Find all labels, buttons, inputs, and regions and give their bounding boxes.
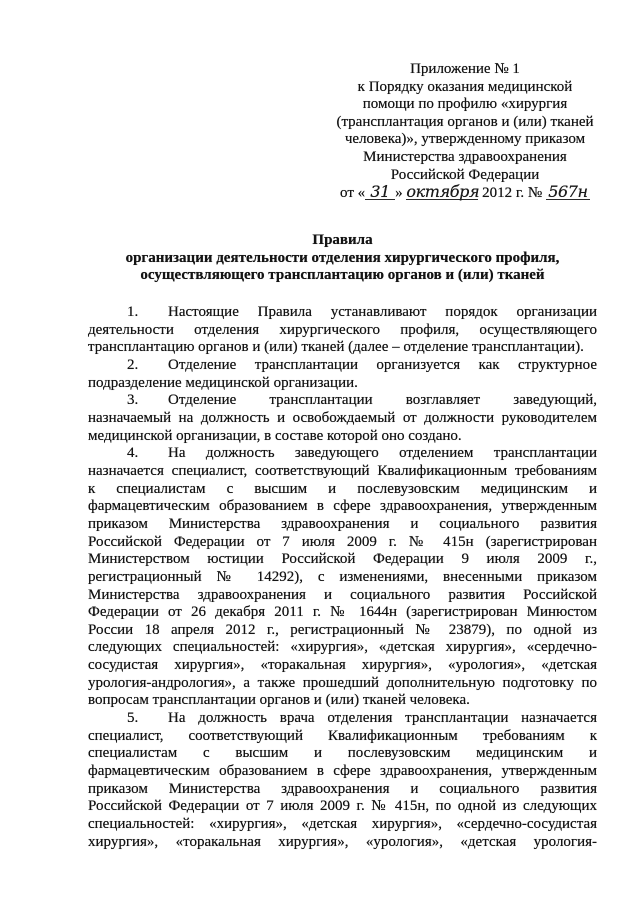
paragraph-line: регистрационный № 14292), с изменениями, внесенными приказом (88, 568, 597, 585)
header-line: к Порядку оказания медицинской (357, 78, 573, 95)
paragraph-line: медицинской организации, в составе которой оно создано. (88, 427, 462, 444)
rules-body (88, 304, 597, 851)
paragraph-4 (88, 445, 597, 710)
year-number-label: 2012 г. № (482, 185, 543, 202)
paragraph-number: 5. (127, 710, 139, 727)
paragraph-line: фармацевтическим образованием в сфере здравоохранения, утвержденным (88, 763, 597, 780)
header-line: Российской Федерации (390, 166, 540, 183)
paragraph-line (88, 392, 597, 410)
paragraph-line: России 18 апреля 2012 г., регистрационный № 23879), по одной из (88, 621, 597, 638)
paragraph-line: трансплантацию органов и (или) тканей (далее – отделение трансплантации). (88, 339, 584, 356)
title-line: организации деятельности отделения хирургического профиля, (125, 249, 560, 266)
paragraph-line (88, 304, 597, 322)
paragraph-number: 1. (127, 304, 139, 320)
paragraph-3 (88, 392, 597, 445)
handwritten-day: 31 (365, 184, 395, 200)
header-line: (трансплантация органов и (или) тканей (336, 113, 594, 130)
paragraph-1 (88, 304, 597, 357)
paragraph-line: приказом Министерства здравоохранения и социального развития (88, 780, 597, 797)
paragraph-number: 3. (127, 392, 139, 409)
paragraph-line-text: Отделение трансплантации организуется как структурное (168, 356, 597, 373)
paragraph-line: Федерации от 26 декабря 2011 г. № 1644н (зарегистрирован Минюстом (88, 604, 597, 621)
paragraph-line: фармацевтическим образованием в сфере здравоохранения, утвержденным (88, 498, 597, 515)
paragraph-line: специалист, соответствующий Квалификационным требованиям к (88, 727, 597, 744)
date-line (315, 184, 615, 202)
rules-title (88, 232, 597, 285)
handwritten-month: октября (406, 182, 480, 202)
paragraph-line: приказом Министерства здравоохранения и социального развития (88, 515, 597, 532)
paragraph-line (88, 710, 597, 728)
paragraph-5 (88, 710, 597, 851)
paragraph-line: хирургия», «торакальная хирургия», «урология», «детская урология- (88, 833, 597, 850)
paragraph-number: 2. (127, 356, 139, 373)
paragraph-line-text: Отделение трансплантации возглавляет заведующий, (168, 392, 597, 409)
date-quote-close: » (395, 185, 403, 202)
paragraph-line-text: На должность врача отделения трансплантации назначается (168, 710, 597, 727)
header-line: помощи по профилю «хирургия (362, 96, 568, 113)
paragraph-line: специалистам с высшим и послевузовским медицинским и (88, 745, 597, 762)
paragraph-line: назначаемый на должность и освобождаемый от должности руководителем (88, 409, 597, 426)
date-prefix: от « (340, 185, 366, 202)
appendix-header (315, 61, 615, 202)
paragraph-2 (88, 357, 597, 392)
title-line: осуществляющего трансплантацию органов и (или) тканей (140, 267, 545, 284)
header-line: человека)», утвержденному приказом (344, 131, 586, 148)
paragraph-line: Министерством юстиции Российской Федерации 9 июля 2009 г., (88, 551, 597, 568)
paragraph-line: специальностей: «хирургия», «детская хирургия», «сердечно-сосудистая (88, 816, 597, 833)
header-line: Министерства здравоохранения (363, 148, 567, 165)
paragraph-line: к специалистам с высшим и послевузовским медицинским и (88, 480, 597, 497)
paragraph-line: Российской Федерации от 7 июля 2009 г. № 415н (зарегистрирован (88, 533, 597, 550)
paragraph-line (88, 357, 597, 375)
paragraph-number: 4. (127, 445, 139, 462)
paragraph-line: урология-андрология», а также прошедший дополнительную подготовку по (88, 674, 597, 691)
paragraph-line: деятельности отделения хирургического профиля, осуществляющего (88, 321, 597, 338)
paragraph-line: назначается специалист, соответствующий Квалификационным требованиям (88, 462, 597, 479)
paragraph-line: Российской Федерации от 7 июля 2009 г. № 415н, по одной из следующих (88, 798, 597, 815)
handwritten-order-number: 567н (546, 184, 590, 200)
paragraph-line: Министерства здравоохранения и социального развития Российской (88, 586, 597, 603)
paragraph-line: вопросам трансплантации органов и (или) тканей человека. (88, 692, 470, 709)
paragraph-line: следующих специальностей: «хирургия», «детская хирургия», «сердечно- (88, 639, 597, 656)
header-line: Приложение № 1 (410, 61, 520, 77)
paragraph-line-text: На должность заведующего отделением трансплантации (168, 445, 597, 462)
paragraph-line (88, 445, 597, 463)
title-heading: Правила (312, 232, 373, 248)
paragraph-line: подразделение медицинской организации. (88, 374, 358, 391)
paragraph-line: сосудистая хирургия», «торакальная хирургия», «урология», «детская (88, 657, 597, 674)
paragraph-line-text: Настоящие Правила устанавливают порядок организации (168, 304, 597, 320)
